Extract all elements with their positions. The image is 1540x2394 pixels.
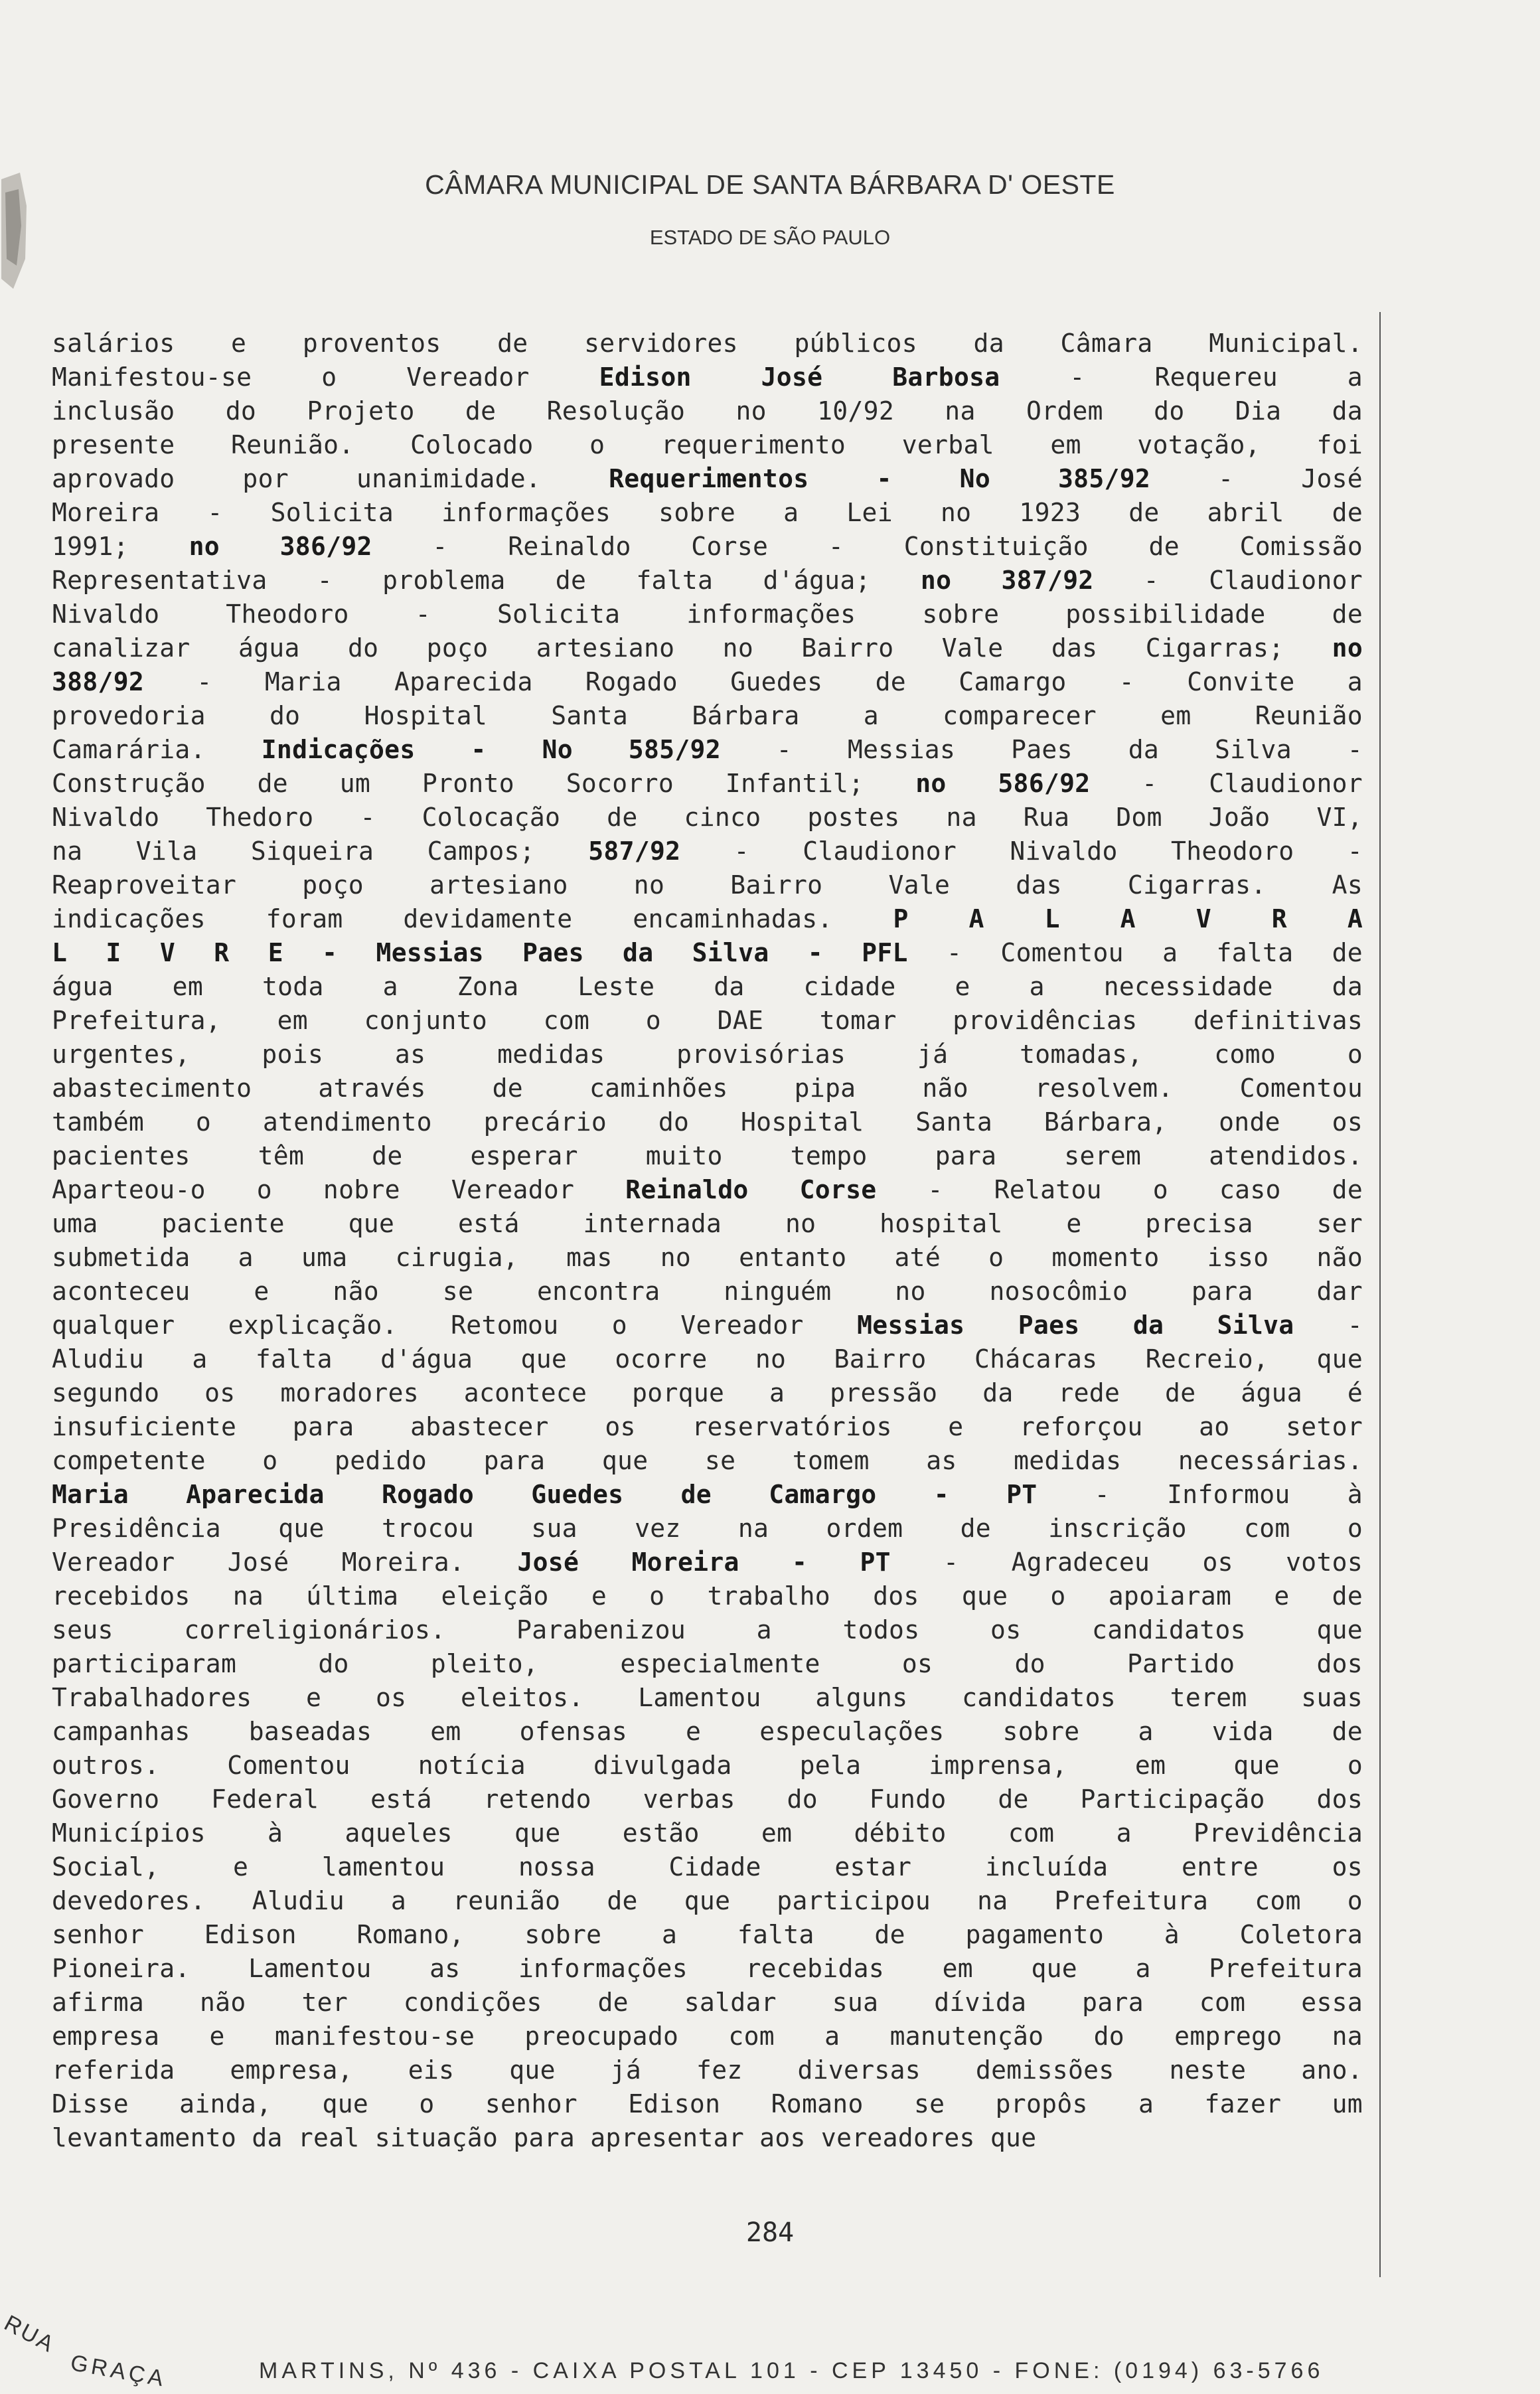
text-line: participaram do pleito, especialmente os do Partido dos — [52, 1649, 1363, 1678]
page-number: 284 — [745, 2217, 795, 2248]
bold-span: no — [1332, 633, 1363, 663]
text-line: campanhas baseadas em ofensas e especulações sobre a vida de — [52, 1717, 1363, 1746]
text-line: Governo Federal está retendo verbas do Fundo de Participação dos — [52, 1785, 1363, 1814]
text-line: 1991; no 386/92 - Reinaldo Corse - Constituição de Comissão — [52, 532, 1363, 561]
footer-rua: RUA — [0, 2310, 60, 2358]
text-line: aconteceu e não se encontra ninguém no nosocômio para dar — [52, 1277, 1363, 1306]
bold-span: Maria Aparecida Rogado Guedes de Camargo - PT — [52, 1480, 1038, 1509]
text-line: Social, e lamentou nossa Cidade estar incluída entre os — [52, 1852, 1363, 1881]
text-line: segundo os moradores acontece porque a pressão da rede de água é — [52, 1378, 1363, 1407]
text-line: inclusão do Projeto de Resolução no 10/92 na Ordem do Dia da — [52, 396, 1363, 426]
text-line: Prefeitura, em conjunto com o DAE tomar providências definitivas — [52, 1006, 1363, 1035]
text-line: 388/92 - Maria Aparecida Rogado Guedes de Camargo - Convite a — [52, 667, 1363, 696]
bold-span: Reinaldo Corse — [625, 1175, 877, 1204]
text-line: provedoria do Hospital Santa Bárbara a comparecer em Reunião — [52, 701, 1363, 730]
bold-span: José Moreira - PT — [517, 1548, 891, 1577]
text-line: Municípios à aqueles que estão em débito com a Previdência — [52, 1818, 1363, 1848]
text-line: levantamento da real situação para apresentar aos vereadores que — [52, 2123, 1037, 2152]
text-line: Manifestou-se o Vereador Edison José Barbosa - Requereu a — [52, 362, 1363, 392]
bold-span: Messias Paes da Silva — [857, 1311, 1294, 1340]
bold-span: 388/92 — [52, 667, 145, 696]
text-line: insuficiente para abastecer os reservatórios e reforçou ao setor — [52, 1412, 1363, 1441]
text-line: Camarária. Indicações - No 585/92 - Messias Paes da Silva - — [52, 735, 1363, 764]
chamber-title: CÂMARA MUNICIPAL DE SANTA BÁRBARA D' OESTE — [425, 169, 1115, 200]
text-line: Pioneira. Lamentou as informações recebidas em que a Prefeitura — [52, 1954, 1363, 1983]
text-line: submetida a uma cirugia, mas no entanto até o momento isso não — [52, 1243, 1363, 1272]
bold-span: no 586/92 — [915, 769, 1091, 798]
text-line: afirma não ter condições de saldar sua dívida para com essa — [52, 1988, 1363, 2017]
text-line: Maria Aparecida Rogado Guedes de Camargo - PT - Informou à — [52, 1480, 1363, 1509]
state-subtitle: ESTADO DE SÃO PAULO — [649, 226, 891, 249]
text-line: Trabalhadores e os eleitos. Lamentou alguns candidatos terem suas — [52, 1683, 1363, 1712]
text-line: uma paciente que está internada no hospital e precisa ser — [52, 1209, 1363, 1238]
bold-span: Edison José Barbosa — [599, 362, 1000, 392]
text-line: água em toda a Zona Leste da cidade e a necessidade da — [52, 972, 1363, 1001]
text-line: devedores. Aludiu a reunião de que participou na Prefeitura com o — [52, 1886, 1363, 1915]
text-line: Nivaldo Thedoro - Colocação de cinco postes na Rua Dom João VI, — [52, 803, 1363, 832]
text-line: canalizar água do poço artesiano no Bairro Vale das Cigarras; no — [52, 633, 1363, 663]
text-line: Reaproveitar poço artesiano no Bairro Vale das Cigarras. As — [52, 870, 1363, 900]
bold-span: L I V R E - Messias Paes da Silva - PFL — [52, 938, 908, 967]
text-line: indicações foram devidamente encaminhadas. P A L A V R A — [52, 904, 1363, 933]
text-line: presente Reunião. Colocado o requerimento verbal em votação, foi — [52, 430, 1363, 459]
text-line: Aludiu a falta d'água que ocorre no Bairro Chácaras Recreio, que — [52, 1344, 1363, 1374]
bold-span: no 386/92 — [189, 532, 372, 561]
text-line: outros. Comentou notícia divulgada pela imprensa, em que o — [52, 1751, 1363, 1780]
text-line: qualquer explicação. Retomou o Vereador Messias Paes da Silva - — [52, 1311, 1363, 1340]
text-line: senhor Edison Romano, sobre a falta de pagamento à Coletora — [52, 1920, 1363, 1949]
minutes-text — [52, 327, 1363, 2155]
text-line: também o atendimento precário do Hospital Santa Bárbara, onde os — [52, 1107, 1363, 1137]
text-line: referida empresa, eis que já fez diversas demissões neste ano. — [52, 2055, 1363, 2085]
text-line: competente o pedido para que se tomem as medidas necessárias. — [52, 1446, 1363, 1475]
text-line: Construção de um Pronto Socorro Infantil; no 586/92 - Claudionor — [52, 769, 1363, 798]
bold-span: Requerimentos - No 385/92 — [609, 464, 1151, 493]
bold-span: 587/92 — [588, 837, 681, 866]
text-line: empresa e manifestou-se preocupado com a manutenção do emprego na — [52, 2022, 1363, 2051]
bold-span: P A L A V R A — [893, 904, 1363, 933]
text-line: Aparteou-o o nobre Vereador Reinaldo Corse - Relatou o caso de — [52, 1175, 1363, 1204]
text-line: recebidos na última eleição e o trabalho dos que o apoiaram e de — [52, 1581, 1363, 1611]
text-line: Nivaldo Theodoro - Solicita informações sobre possibilidade de — [52, 599, 1363, 629]
footer-address: MARTINS, Nº 436 - CAIXA POSTAL 101 - CEP 13450 - FONE: (0194) 63-5766 — [259, 2358, 1324, 2383]
text-line: abastecimento através de caminhões pipa não resolvem. Comentou — [52, 1074, 1363, 1103]
text-line: na Vila Siqueira Campos; 587/92 - Claudionor Nivaldo Theodoro - — [52, 837, 1363, 866]
margin-rule — [1379, 312, 1381, 2277]
text-line: salários e proventos de servidores públicos da Câmara Municipal. — [52, 329, 1363, 358]
text-line: Representativa - problema de falta d'água; no 387/92 - Claudionor — [52, 566, 1363, 595]
text-line: Vereador José Moreira. José Moreira - PT - Agradeceu os votos — [52, 1548, 1363, 1577]
text-line: urgentes, pois as medidas provisórias já tomadas, como o — [52, 1040, 1363, 1069]
footer-graca: GRAÇA — [68, 2350, 169, 2392]
bold-span: Indicações - No 585/92 — [261, 735, 721, 764]
text-line: pacientes têm de esperar muito tempo para serem atendidos. — [52, 1141, 1363, 1170]
text-line: Presidência que trocou sua vez na ordem de inscrição com o — [52, 1514, 1363, 1543]
text-line: Moreira - Solicita informações sobre a Lei no 1923 de abril de — [52, 498, 1363, 527]
text-line: aprovado por unanimidade. Requerimentos - No 385/92 - José — [52, 464, 1363, 493]
address-footer — [0, 2310, 1540, 2392]
text-line: L I V R E - Messias Paes da Silva - PFL - Comentou a falta de — [52, 938, 1363, 967]
bold-span: no 387/92 — [920, 566, 1094, 595]
text-line: seus correligionários. Parabenizou a todos os candidatos que — [52, 1615, 1363, 1644]
text-line: Disse ainda, que o senhor Edison Romano se propôs a fazer um — [52, 2089, 1363, 2118]
